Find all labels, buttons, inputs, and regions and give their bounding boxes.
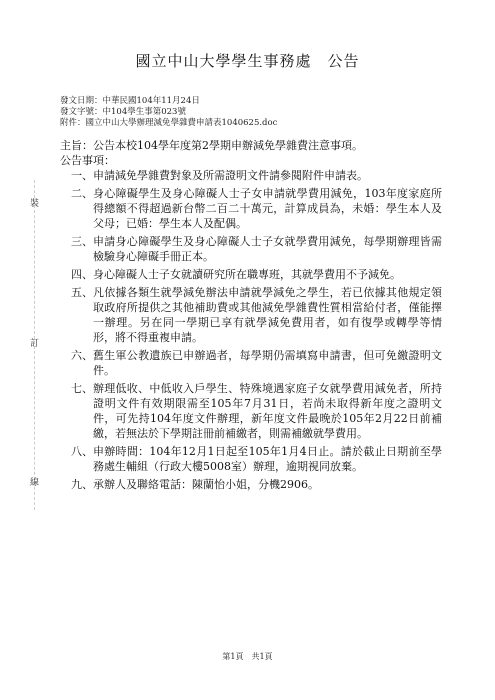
item-text: 申請身心障礙學生及身心障礙人士子女就學費用減免，每學期辦理皆需檢驗身心障礙手冊正本。 — [93, 235, 442, 263]
announcement-item — [60, 285, 442, 345]
subject-line: 主旨：公告本校104學年度第2學期申辦減免學雜費注意事項。 — [60, 139, 363, 152]
item-number: 四、 — [71, 268, 93, 281]
item-number: 七、 — [71, 382, 93, 395]
binding-mark-zhuang: 裝 — [30, 199, 40, 209]
item-text: 身心障礙學生及身心障礙人士子女申請就學費用減免，103年度家庭所得總額不得超過新台幣二百二十萬元，計算成員為，未婚：學生本人及父母；已婚：學生本人及配偶。 — [93, 187, 442, 230]
item-number: 六、 — [71, 349, 93, 362]
announcement-item — [60, 168, 442, 183]
attachment-line: 附件：國立中山大學辦理減免學雜費申請表1040625.doc — [60, 118, 278, 128]
page-footer: 第1頁 共1頁 — [222, 652, 273, 661]
document-number: 發文字號：中104學生事第023號 — [60, 107, 186, 117]
issue-date: 發文日期：中華民國104年11月24日 — [60, 96, 200, 106]
announcement-item — [60, 186, 442, 231]
item-text: 辦理低收、中低收入戶學生、特殊境遇家庭子女就學費用減免者，所持證明文件有效期限需至105年7月31日，若尚未取得新年度之證明文件，可先持104年度文件辦理，新年度文件最晚於105年2月22日前補繳，若無法於下學期註冊前補繳者，則需補繳就學費用。 — [93, 382, 442, 440]
item-text: 承辦人及聯絡電話：陳蘭怡小姐，分機2906。 — [93, 478, 319, 491]
announcement-item — [60, 477, 442, 492]
document-title: 國立中山大學學生事務處 公告 — [135, 52, 360, 70]
item-number: 五、 — [71, 286, 93, 299]
item-text: 舊生軍公教遺族已申辦過者，每學期仍需填寫申請書，但可免繳證明文件。 — [93, 349, 442, 377]
item-text: 身心障礙人士子女就讀研究所在職專班，其就學費用不予減免。 — [93, 268, 401, 281]
announcement-item — [60, 234, 442, 264]
item-text: 凡依據各類生就學減免辦法申請就學減免之學生，若已依據其他規定領取政府所提供之其他補助費或其他減免學雜費性質相當給付者，僅能擇一辦理。另在同一學期已享有就學減免費用者，如有復學或轉學等情形，將不得重複申請。 — [93, 286, 442, 344]
announcement-item — [60, 267, 442, 282]
announcement-item — [60, 381, 442, 441]
item-number: 三、 — [71, 235, 93, 248]
item-text: 申請減免學雜費對象及所需證明文件請參閱附件申請表。 — [93, 169, 368, 182]
announcement-item — [60, 444, 442, 474]
item-number: 九、 — [71, 478, 93, 491]
item-number: 二、 — [71, 187, 93, 200]
binding-mark-ding: 訂 — [30, 339, 40, 349]
item-number: 八、 — [71, 445, 93, 458]
item-text: 申辦時間：104年12月1日起至105年1月4日止。請於截止日期前至學務處生輔組（行政大樓5008室）辦理，逾期視同放棄。 — [93, 445, 442, 473]
binding-mark-xian: 線 — [30, 478, 40, 488]
announcement-item — [60, 348, 442, 378]
items-heading: 公告事項： — [60, 154, 115, 167]
document-meta — [60, 96, 277, 129]
item-number: 一、 — [71, 169, 93, 182]
announcement-items — [60, 168, 442, 495]
